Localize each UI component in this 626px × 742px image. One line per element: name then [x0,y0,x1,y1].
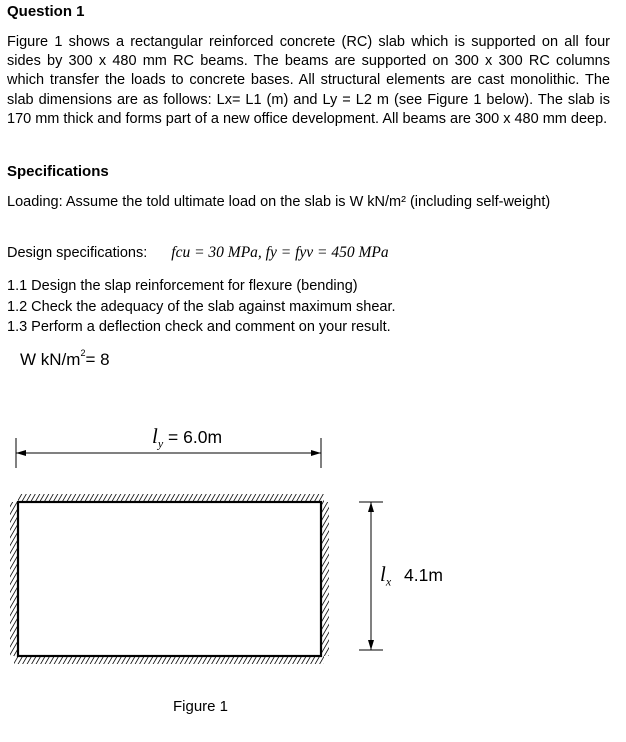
support-hatching [10,494,329,664]
w-load-suffix: = 8 [85,350,110,369]
design-formula: fcu = 30 MPa, fy = fyv = 450 MPa [171,244,389,261]
w-load-prefix: W kN/m [20,350,81,369]
task-list [7,276,396,338]
slab-outline [18,502,321,656]
task-item: 1.2 Check the adequacy of the slab against maximum shear. [7,298,396,315]
ly-symbol: l [152,424,158,448]
ly-value: = 6.0m [168,427,223,447]
ly-subscript: y [157,436,164,451]
specifications-title: Specifications [7,163,109,180]
task-item: 1.3 Perform a deflection check and comment on your result. [7,319,391,335]
design-label: Design specifications: [7,245,148,261]
intro-paragraph: Figure 1 shows a rectangular reinforced concrete (RC) slab which is supported on all four sides by 300 x 480 mm RC beams. The beams are supported on 300 x 300 RC columns which transfer the loads to concrete bases. All structural elements are cast monolithic. The slab dimensions are as follows: Lx= L1 (m) and Ly = L2 m (see Figure 1 below). The slab is 170 mm thick and forms part of a new office development. All beams are 300 x 480 mm deep. [7,34,610,127]
design-specifications [7,244,389,262]
w-load-value [20,350,110,370]
question-title: Question 1 [7,3,85,20]
lx-value: 4.1m [404,565,443,585]
lx-dimension-label [380,562,443,590]
lx-symbol: l [380,562,386,586]
ly-dimension-label [152,424,222,452]
task-item: 1.1 Design the slap reinforcement for flexure (bending) [7,278,358,294]
lx-subscript: x [385,574,392,589]
figure-caption: Figure 1 [173,698,229,715]
slab-figure [0,410,626,670]
loading-text: Loading: Assume the told ultimate load on the slab is W kN/m² (including self-weight) [7,194,551,210]
w-load-exponent: 2 [80,348,86,359]
